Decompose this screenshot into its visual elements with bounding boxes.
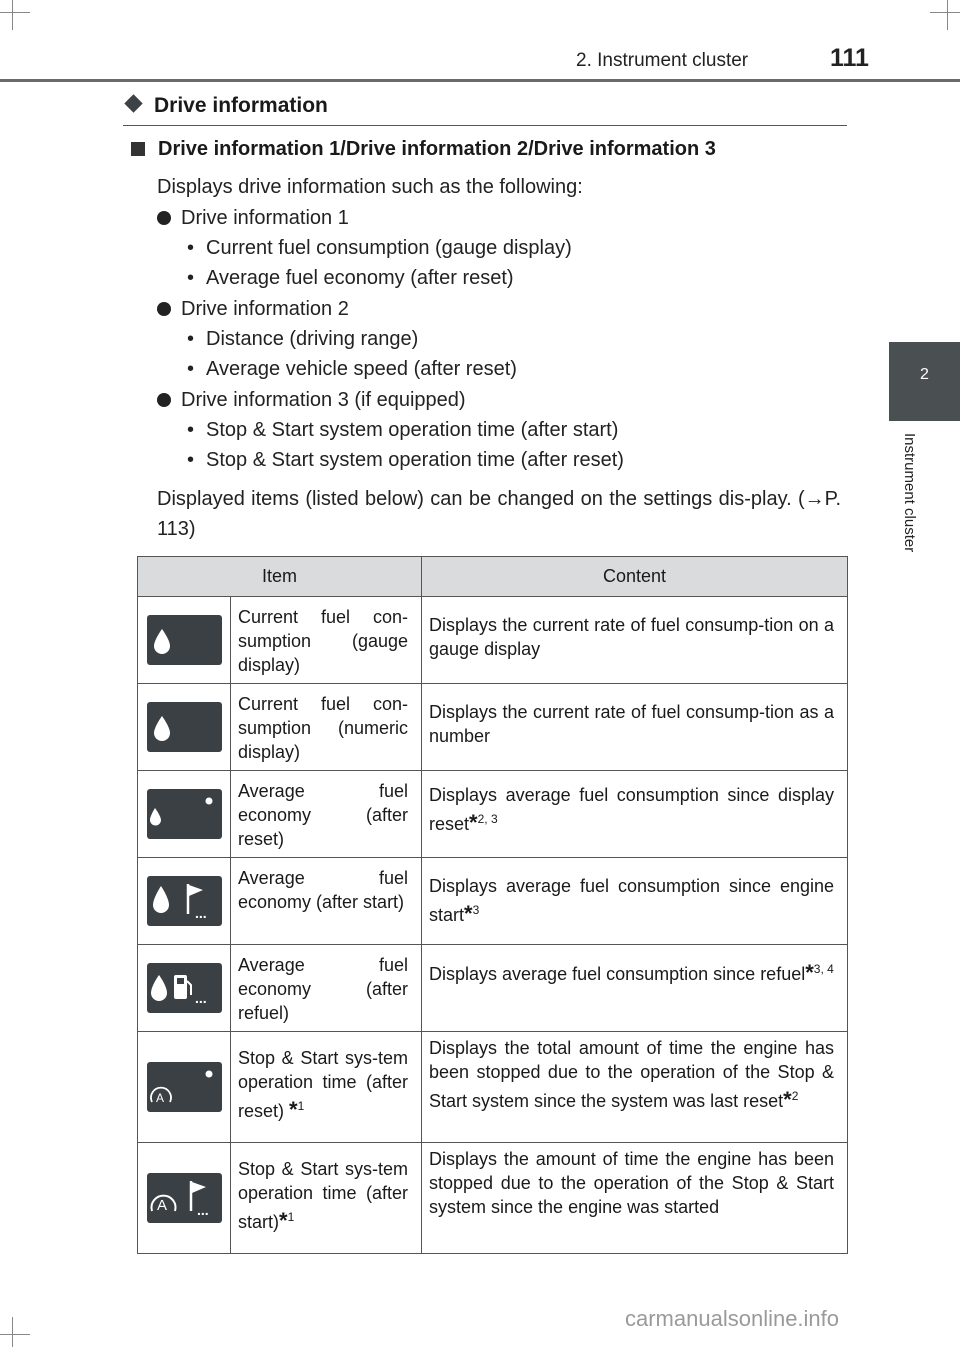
group-label: Drive information 3 (if equipped) — [157, 389, 466, 412]
bullet-icon — [157, 302, 171, 316]
diamond-icon — [124, 94, 142, 112]
table-header-row — [138, 557, 848, 597]
chapter-number: 2 — [920, 366, 929, 383]
item-content: Displays the total amount of time the engine has been stopped due to the operation of the Stop & Start system since the system was last reset*$^2$ — [429, 1038, 835, 1112]
table-row — [138, 1032, 848, 1143]
list-item: • Average vehicle speed (after reset) — [187, 358, 517, 381]
table-row — [138, 1143, 848, 1254]
chapter-tab[interactable] — [889, 342, 960, 421]
item-name: Average fuel economy (after start) — [238, 868, 409, 912]
svg-text:...: ... — [194, 905, 207, 921]
section-rule — [123, 125, 847, 126]
column-header-item: Item — [138, 557, 422, 597]
table-row — [138, 945, 848, 1032]
list-item: • Stop & Start system operation time (after start) — [187, 419, 618, 442]
item-name: Stop & Start sys-tem operation time (after start)*$^1$ — [238, 1159, 409, 1233]
bullet-icon — [157, 393, 171, 407]
crop-mark — [0, 12, 30, 13]
subsection-title-text: Drive information 1/Drive information 2/Drive information 3 — [158, 138, 716, 160]
chapter-label: Instrument cluster — [901, 433, 918, 553]
fuel-drop-pump-icon — [147, 963, 222, 1013]
stop-start-reset-icon — [147, 1062, 222, 1112]
item-name: Average fuel economy (after reset) — [238, 781, 409, 849]
item-name: Current fuel con-sumption (gauge display) — [238, 607, 409, 675]
bullet-icon — [157, 211, 171, 225]
page-number: 111 — [830, 44, 869, 72]
subsection-title — [131, 138, 716, 161]
section-title — [123, 94, 328, 118]
svg-text:A: A — [155, 1091, 164, 1105]
stop-start-flag-icon — [147, 1173, 222, 1223]
item-content: Displays the amount of time the engine has been stopped due to the operation of the Stop & Start system since the engine was started — [429, 1149, 835, 1217]
crop-mark — [947, 0, 948, 30]
settings-note: Displayed items (listed below) can be changed on the settings dis-play. (→P. 113) — [157, 488, 841, 540]
intro-text: Displays drive information such as the following: — [157, 176, 583, 198]
crop-mark — [12, 0, 13, 30]
item-content: Displays average fuel consumption since engine start*$^3$ — [429, 876, 835, 926]
item-name: Average fuel economy (after refuel) — [238, 955, 409, 1023]
item-content: Displays the current rate of fuel consump-tion on a gauge display — [429, 615, 835, 659]
item-content: Displays average fuel consumption since display reset*$^{2, 3}$ — [429, 785, 835, 835]
svg-text:...: ... — [194, 990, 207, 1006]
svg-text:...: ... — [196, 1202, 209, 1218]
fuel-drop-numeric-icon — [147, 702, 222, 752]
list-item: • Current fuel consumption (gauge display) — [187, 237, 572, 260]
item-content: Displays average fuel consumption since refuel*$^{3, 4}$ — [429, 960, 834, 985]
list-item: • Stop & Start system operation time (after reset) — [187, 449, 624, 472]
header-rule — [0, 79, 960, 82]
list-item: • Average fuel economy (after reset) — [187, 267, 514, 290]
table-row — [138, 597, 848, 684]
crop-mark — [12, 1317, 13, 1347]
table-row — [138, 858, 848, 945]
list-item: • Distance (driving range) — [187, 328, 418, 351]
drive-info-table — [137, 556, 848, 1254]
table-row — [138, 684, 848, 771]
crop-mark — [0, 1334, 30, 1335]
header-title: 2. Instrument cluster — [576, 50, 749, 71]
fuel-drop-reset-icon — [147, 789, 222, 839]
svg-text:A: A — [156, 1197, 167, 1214]
item-name: Stop & Start sys-tem operation time (after reset) *$^1$ — [238, 1048, 409, 1122]
fuel-drop-gauge-icon — [147, 615, 222, 665]
column-header-content: Content — [422, 557, 848, 597]
item-content: Displays the current rate of fuel consump-tion as a number — [429, 702, 835, 746]
watermark: carmanualsonline.info — [625, 1306, 840, 1331]
crop-mark — [930, 12, 960, 13]
table-row — [138, 771, 848, 858]
square-bullet-icon — [131, 142, 145, 156]
fuel-drop-flag-icon — [147, 876, 222, 926]
group-label: Drive information 2 — [157, 298, 349, 321]
section-title-text: Drive information — [154, 94, 328, 117]
group-label: Drive information 1 — [157, 207, 349, 230]
item-name: Current fuel con-sumption (numeric display) — [238, 694, 409, 762]
